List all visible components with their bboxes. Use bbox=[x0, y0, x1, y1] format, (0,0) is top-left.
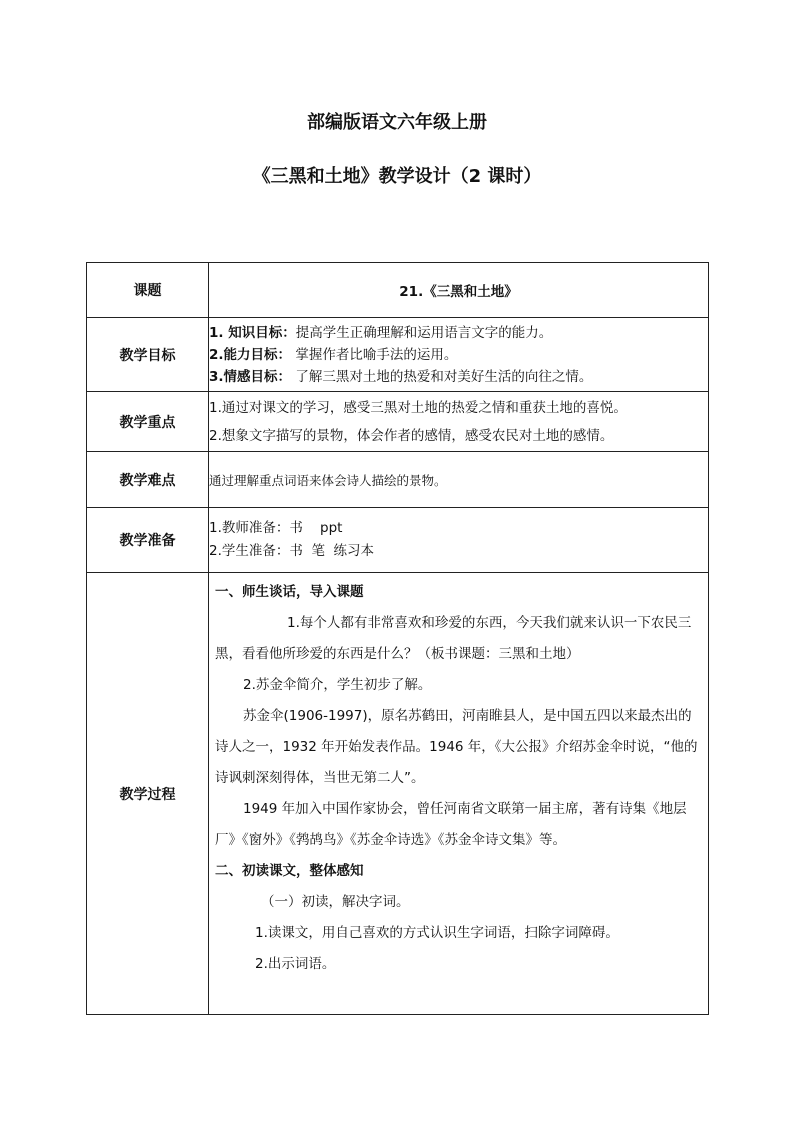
section-heading: 一、师生谈话，导入课题 bbox=[215, 584, 364, 600]
preparation-item: 1.教师准备：书 ppt bbox=[209, 520, 343, 536]
paragraph: 2.出示词语。 bbox=[255, 956, 336, 972]
goal-item: 2.能力目标： 掌握作者比喻手法的运用。 bbox=[209, 346, 458, 363]
difficulty-label: 教学难点 bbox=[87, 452, 209, 508]
key-point-item: 1.通过对课文的学习，感受三黑对土地的热爱之情和重获土地的喜悦。 bbox=[209, 399, 627, 416]
preparation-item: 2.学生准备：书 笔 练习本 bbox=[209, 543, 375, 559]
row-process bbox=[87, 573, 709, 1015]
preparation-content bbox=[209, 508, 709, 573]
goals-label: 教学目标 bbox=[87, 318, 209, 392]
key-points-label: 教学重点 bbox=[87, 392, 209, 452]
section-heading: 二、初读课文，整体感知 bbox=[215, 863, 364, 879]
topic-label: 课题 bbox=[87, 263, 209, 318]
row-key-points bbox=[87, 392, 709, 452]
paragraph: （一）初读，解决字词。 bbox=[261, 894, 410, 910]
goal-item: 1. 知识目标：提高学生正确理解和运用语言文字的能力。 bbox=[209, 324, 553, 341]
difficulty-content: 通过理解重点词语来体会诗人描绘的景物。 bbox=[209, 452, 709, 508]
document-title: 部编版语文六年级上册 bbox=[307, 112, 487, 133]
row-goals bbox=[87, 318, 709, 392]
paragraph: 1.读课文，用自己喜欢的方式认识生字词语，扫除字词障碍。 bbox=[255, 925, 619, 941]
topic-value: 21.《三黑和土地》 bbox=[209, 263, 709, 318]
document-subtitle: 《三黑和土地》教学设计（2 课时） bbox=[252, 166, 542, 187]
paragraph: 1949 年加入中国作家协会，曾任河南省文联第一届主席，著有诗集《地层厂》《窗外》《鹁鸪鸟》《苏金伞诗选》《苏金伞诗文集》等。 bbox=[215, 801, 687, 848]
row-difficulty bbox=[87, 452, 709, 508]
paragraph: 苏金伞(1906-1997)，原名苏鹤田，河南睢县人，是中国五四以来最杰出的诗人之一，1932 年开始发表作品。1946 年，《大公报》介绍苏金伞时说，“他的诗讽刺深刻得体，当世无第二人”。 bbox=[215, 708, 698, 786]
process-label: 教学过程 bbox=[87, 573, 209, 1015]
row-topic bbox=[87, 263, 709, 318]
paragraph: 2.苏金伞简介，学生初步了解。 bbox=[243, 677, 432, 693]
preparation-label: 教学准备 bbox=[87, 508, 209, 573]
goal-item: 3.情感目标： 了解三黑对土地的热爱和对美好生活的向往之情。 bbox=[209, 368, 593, 385]
row-preparation bbox=[87, 508, 709, 573]
key-point-item: 2.想象文字描写的景物，体会作者的感情，感受农民对土地的感情。 bbox=[209, 427, 614, 444]
paragraph: 1.每个人都有非常喜欢和珍爱的东西，今天我们就来认识一下农民三黑，看看他所珍爱的东西是什么？（板书课题：三黑和土地） bbox=[215, 615, 692, 662]
goals-content bbox=[209, 318, 709, 392]
key-points-content bbox=[209, 392, 709, 452]
process-content bbox=[209, 573, 709, 1015]
lesson-plan-table bbox=[86, 262, 709, 1015]
